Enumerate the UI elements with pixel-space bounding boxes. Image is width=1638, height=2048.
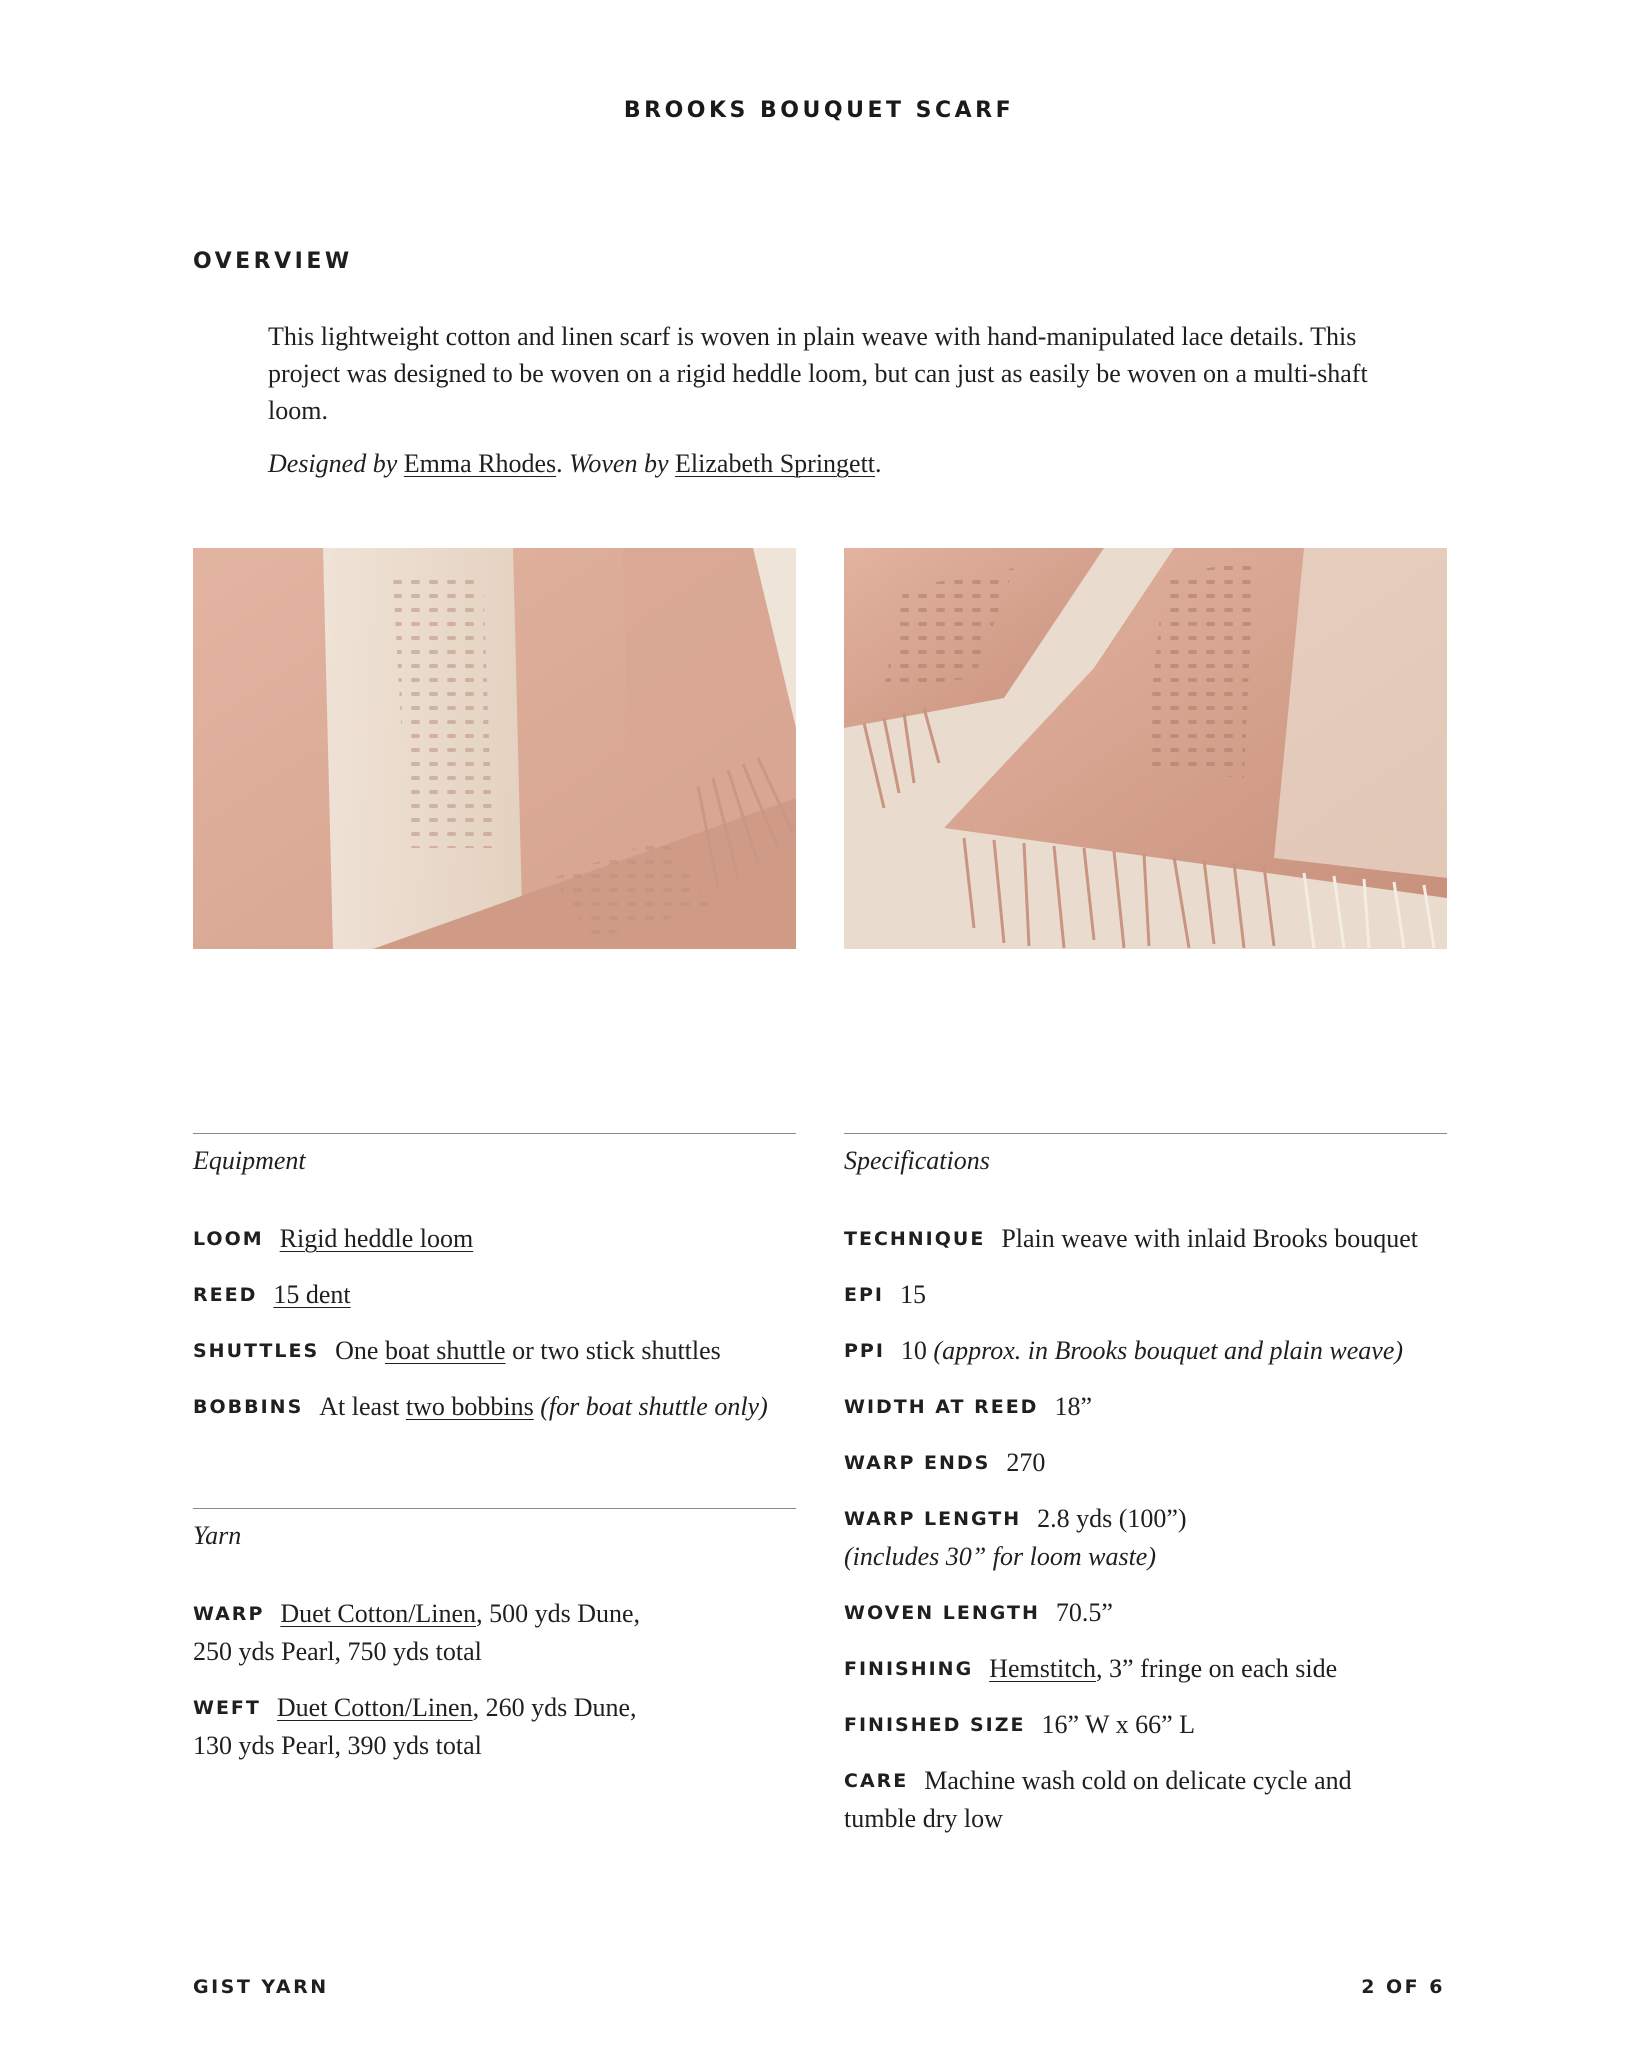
spec-warp-length [844,1500,1187,1575]
warp-length-key: WARP LENGTH [844,1508,1022,1530]
width-at-reed-value: 18” [1054,1392,1092,1421]
care-key: CARE [844,1770,909,1792]
weaver-link[interactable]: Elizabeth Springett [675,449,876,478]
woven-length-key: WOVEN LENGTH [844,1602,1040,1624]
specifications-divider [844,1133,1447,1134]
spec-finished-size [844,1706,1195,1744]
equipment-divider [193,1133,796,1134]
equipment-bobbins [193,1388,768,1426]
care-value-line2: tumble dry low [844,1804,1003,1833]
bobbins-note: (for boat shuttle only) [540,1392,768,1421]
technique-value: Plain weave with inlaid Brooks bouquet [1001,1224,1418,1253]
bobbins-pre: At least [319,1392,400,1421]
spec-technique [844,1220,1418,1258]
care-value: Machine wash cold on delicate cycle and [924,1766,1352,1795]
overview-heading: OVERVIEW [193,249,353,274]
boat-shuttle-link[interactable]: boat shuttle [384,1336,506,1365]
spec-warp-ends [844,1444,1045,1482]
woven-by-label: Woven by [569,449,669,478]
spec-finishing [844,1650,1337,1688]
warp-line1: , 500 yds Dune, [476,1599,641,1628]
designed-by-label: Designed by [268,449,398,478]
shuttles-key: SHUTTLES [193,1340,320,1362]
spec-ppi [844,1332,1403,1370]
hemstitch-link[interactable]: Hemstitch [989,1654,1097,1683]
document-title: BROOKS BOUQUET SCARF [623,98,1015,123]
warp-ends-value: 270 [1006,1448,1046,1477]
technique-key: TECHNIQUE [844,1228,986,1250]
finished-size-key: FINISHED SIZE [844,1714,1026,1736]
ppi-note: (approx. in Brooks bouquet and plain weave) [933,1336,1404,1365]
width-at-reed-key: WIDTH AT REED [844,1396,1039,1418]
spec-width-at-reed [844,1388,1092,1426]
loom-link[interactable]: Rigid heddle loom [279,1224,474,1253]
warp-length-note: (includes 30” for loom waste) [844,1542,1156,1571]
loom-key: LOOM [193,1228,264,1250]
two-bobbins-link[interactable]: two bobbins [405,1392,534,1421]
yarn-divider [193,1508,796,1509]
scarf-photo-right-image [844,548,1447,949]
scarf-photo-left-image [193,548,796,949]
scarf-photo-right [844,548,1447,949]
equipment-reed [193,1276,351,1314]
weft-yarn-link[interactable]: Duet Cotton/Linen [276,1693,473,1722]
footer-brand: GIST YARN [193,1976,329,1998]
woven-length-value: 70.5” [1055,1598,1113,1627]
epi-value: 15 [899,1280,926,1309]
finishing-post: , 3” fringe on each side [1096,1654,1338,1683]
warp-line2: 250 yds Pearl, 750 yds total [193,1637,482,1666]
specifications-heading: Specifications [844,1146,990,1175]
ppi-key: PPI [844,1340,885,1362]
finished-size-value: 16” W x 66” L [1041,1710,1196,1739]
spec-epi [844,1276,926,1314]
overview-paragraph: This lightweight cotton and linen scarf is woven in plain weave with hand-manipulated lace details. This project was designed to be woven on a rigid heddle loom, but can just as easily be woven on a multi-shaft loom. [268,322,1368,425]
credits-line: Designed by Emma Rhodes. Woven by Elizabeth Springett. [268,449,882,478]
shuttles-pre: One [335,1336,379,1365]
page-number: 2 OF 6 [1361,1976,1445,1998]
epi-key: EPI [844,1284,884,1306]
scarf-photo-left [193,548,796,949]
equipment-heading: Equipment [193,1146,306,1175]
ppi-value: 10 [900,1336,927,1365]
yarn-heading: Yarn [193,1521,242,1550]
bobbins-key: BOBBINS [193,1396,304,1418]
warp-key: WARP [193,1603,265,1625]
reed-key: REED [193,1284,258,1306]
designer-link[interactable]: Emma Rhodes [403,449,557,478]
weft-line2: 130 yds Pearl, 390 yds total [193,1731,482,1760]
weft-line1: , 260 yds Dune, [472,1693,637,1722]
warp-yarn-link[interactable]: Duet Cotton/Linen [280,1599,477,1628]
weft-key: WEFT [193,1697,261,1719]
yarn-warp [193,1595,640,1670]
spec-woven-length [844,1594,1113,1632]
equipment-loom [193,1220,473,1258]
warp-ends-key: WARP ENDS [844,1452,991,1474]
yarn-weft [193,1689,637,1764]
equipment-shuttles [193,1332,721,1370]
reed-link[interactable]: 15 dent [273,1280,351,1309]
finishing-key: FINISHING [844,1658,974,1680]
warp-length-value: 2.8 yds (100”) [1037,1504,1187,1533]
spec-care [844,1762,1352,1837]
shuttles-post: or two stick shuttles [512,1336,721,1365]
